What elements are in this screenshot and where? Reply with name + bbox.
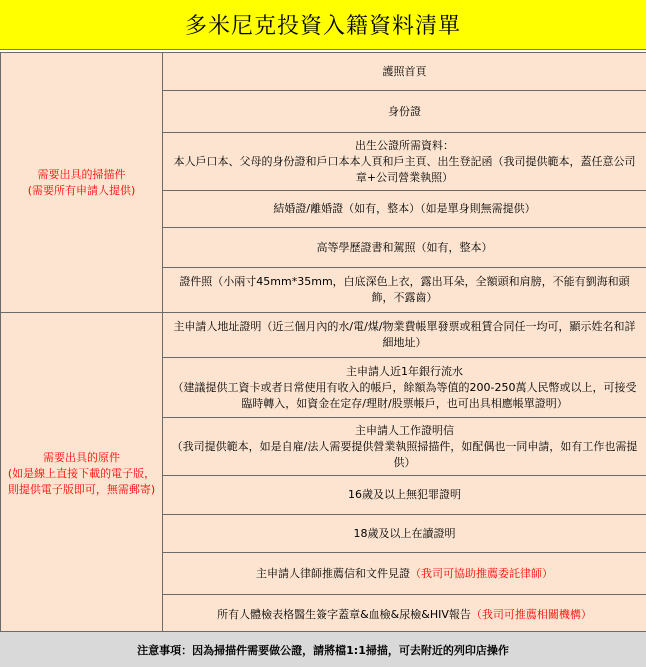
item-heading: 主申請人近1年銀行流水	[346, 364, 463, 378]
category-label: 需要出具的掃描件	[37, 167, 126, 181]
category-originals	[1, 313, 163, 635]
item-degree-license: 高等學歷證書和駕照（如有，整本）	[163, 228, 646, 268]
item-enrollment-proof: 18歲及以上在讀證明	[163, 515, 646, 553]
item-detail: （我司提供範本，如是自雇/法人需要提供營業執照掃描件，如配偶也一同申請，如有工作也需提供）	[171, 439, 638, 469]
category-label: 需要出具的原件	[43, 450, 120, 464]
item-text: 所有人體檢表格醫生簽字蓋章&血檢&尿檢&HIV報告	[217, 607, 471, 621]
item-heading: 主申請人工作證明信	[355, 423, 454, 437]
item-text: 主申請人律師推薦信和文件見證	[256, 566, 410, 580]
document-title: 多米尼克投資入籍資料清單	[0, 0, 646, 50]
item-address-proof: 主申請人地址證明（近三個月內的水/電/煤/物業費帳單發票或租賃合同任一均可，顯示姓名和詳細地址）	[163, 313, 646, 358]
item-criminal-record: 16歲及以上無犯罪證明	[163, 476, 646, 515]
table-row	[1, 313, 646, 358]
item-passport: 護照首頁	[163, 53, 646, 91]
item-medical-exam	[163, 595, 646, 635]
item-marriage-cert: 結婚證/離婚證（如有，整本）（如是單身則無需提供）	[163, 191, 646, 228]
item-bank-statement	[163, 358, 646, 418]
item-photo: 證件照（小兩寸45mm*35mm，白底深色上衣，露出耳朵，全額頭和肩膀，不能有劉海和頭飾，不露齒）	[163, 268, 646, 313]
category-sublabel: (如是線上直接下載的電子版，則提供電子版即可，無需郵寄)	[7, 466, 156, 496]
item-detail: （建議提供工資卡或者日常使用有收入的帳戶，餘額為等值的200-250萬人民幣或以上，可接受臨時轉入，如資金在定存/理財/股票帳戶，也可出具相應帳單證明）	[172, 380, 637, 410]
item-note: （我司可協助推薦委託律師）	[410, 566, 553, 580]
item-id-card: 身份證	[163, 91, 646, 133]
item-note: （我司可推薦相關機構）	[470, 607, 592, 621]
category-sublabel: (需要所有申請人提供)	[27, 183, 136, 197]
footer-note: 注意事項：因為掃描件需要做公證，請將檔1:1掃描，可去附近的列印店操作	[0, 631, 646, 667]
item-heading: 出生公證所需資料：	[355, 138, 454, 152]
item-detail: 本人戶口本、父母的身份證和戶口本本人頁和戶主頁、出生登記函（我司提供範本，蓋任意公司章+公司營業執照）	[173, 154, 636, 184]
item-birth-notarization	[163, 133, 646, 191]
table-row	[1, 53, 646, 91]
item-lawyer-letter	[163, 553, 646, 595]
checklist-table	[0, 52, 646, 635]
item-employment-letter	[163, 418, 646, 476]
category-scans	[1, 53, 163, 313]
